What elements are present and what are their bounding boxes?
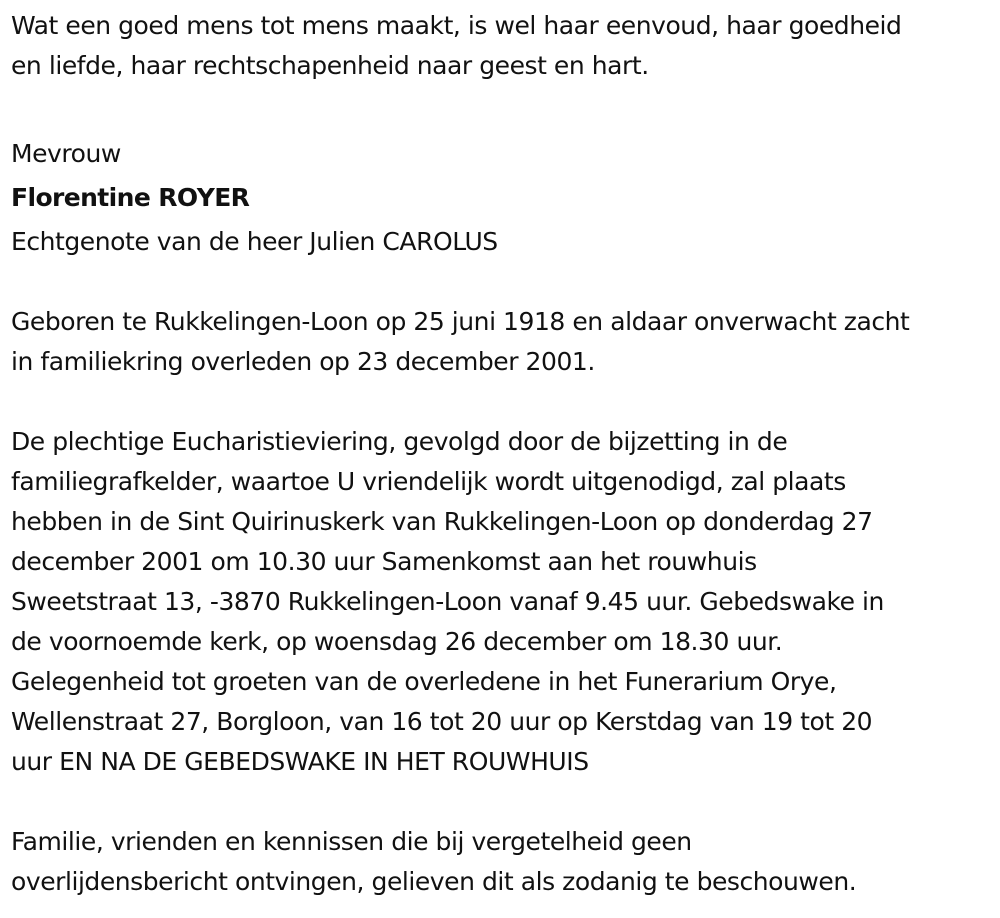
quote-line: en liefde, haar rechtschapenheid naar geest en hart. <box>11 51 649 80</box>
ceremony-line: Wellenstraat 27, Borgloon, van 16 tot 20 uur op Kerstdag van 19 tot 20 <box>11 707 873 736</box>
ceremony-line: Sweetstraat 13, -3870 Rukkelingen-Loon vanaf 9.45 uur. Gebedswake in <box>11 587 884 616</box>
deceased-name: Florentine ROYER <box>11 183 250 212</box>
closing-line: Familie, vrienden en kennissen die bij vergetelheid geen <box>11 827 692 856</box>
ceremony-line: familiegrafkelder, waartoe U vriendelijk wordt uitgenodigd, zal plaats <box>11 467 846 496</box>
birth-death-line: Geboren te Rukkelingen-Loon op 25 juni 1918 en aldaar onverwacht zacht <box>11 307 910 336</box>
ceremony-line: december 2001 om 10.30 uur Samenkomst aan het rouwhuis <box>11 547 757 576</box>
quote-line: Wat een goed mens tot mens maakt, is wel haar eenvoud, haar goedheid <box>11 11 902 40</box>
spouse-line: Echtgenote van de heer Julien CAROLUS <box>11 227 498 256</box>
ceremony-line: de voornoemde kerk, op woensdag 26 december om 18.30 uur. <box>11 627 783 656</box>
closing-line: overlijdensbericht ontvingen, gelieven dit als zodanig te beschouwen. <box>11 867 857 896</box>
paragraph-spacer <box>11 86 996 126</box>
paragraph-spacer <box>11 262 996 302</box>
ceremony-paragraph <box>11 422 996 782</box>
closing-paragraph <box>11 822 996 902</box>
ceremony-line: uur EN NA DE GEBEDSWAKE IN HET ROUWHUIS <box>11 747 589 776</box>
salutation: Mevrouw <box>11 139 121 168</box>
birth-death-paragraph <box>11 302 996 382</box>
obituary-notice <box>11 6 996 902</box>
paragraph-spacer <box>11 782 996 822</box>
ceremony-line: hebben in de Sint Quirinuskerk van Rukkelingen-Loon op donderdag 27 <box>11 507 873 536</box>
birth-death-line: in familiekring overleden op 23 december 2001. <box>11 347 595 376</box>
ceremony-line: Gelegenheid tot groeten van de overledene in het Funerarium Orye, <box>11 667 837 696</box>
quote-paragraph <box>11 6 996 86</box>
paragraph-spacer <box>11 382 996 422</box>
ceremony-line: De plechtige Eucharistieviering, gevolgd door de bijzetting in de <box>11 427 788 456</box>
